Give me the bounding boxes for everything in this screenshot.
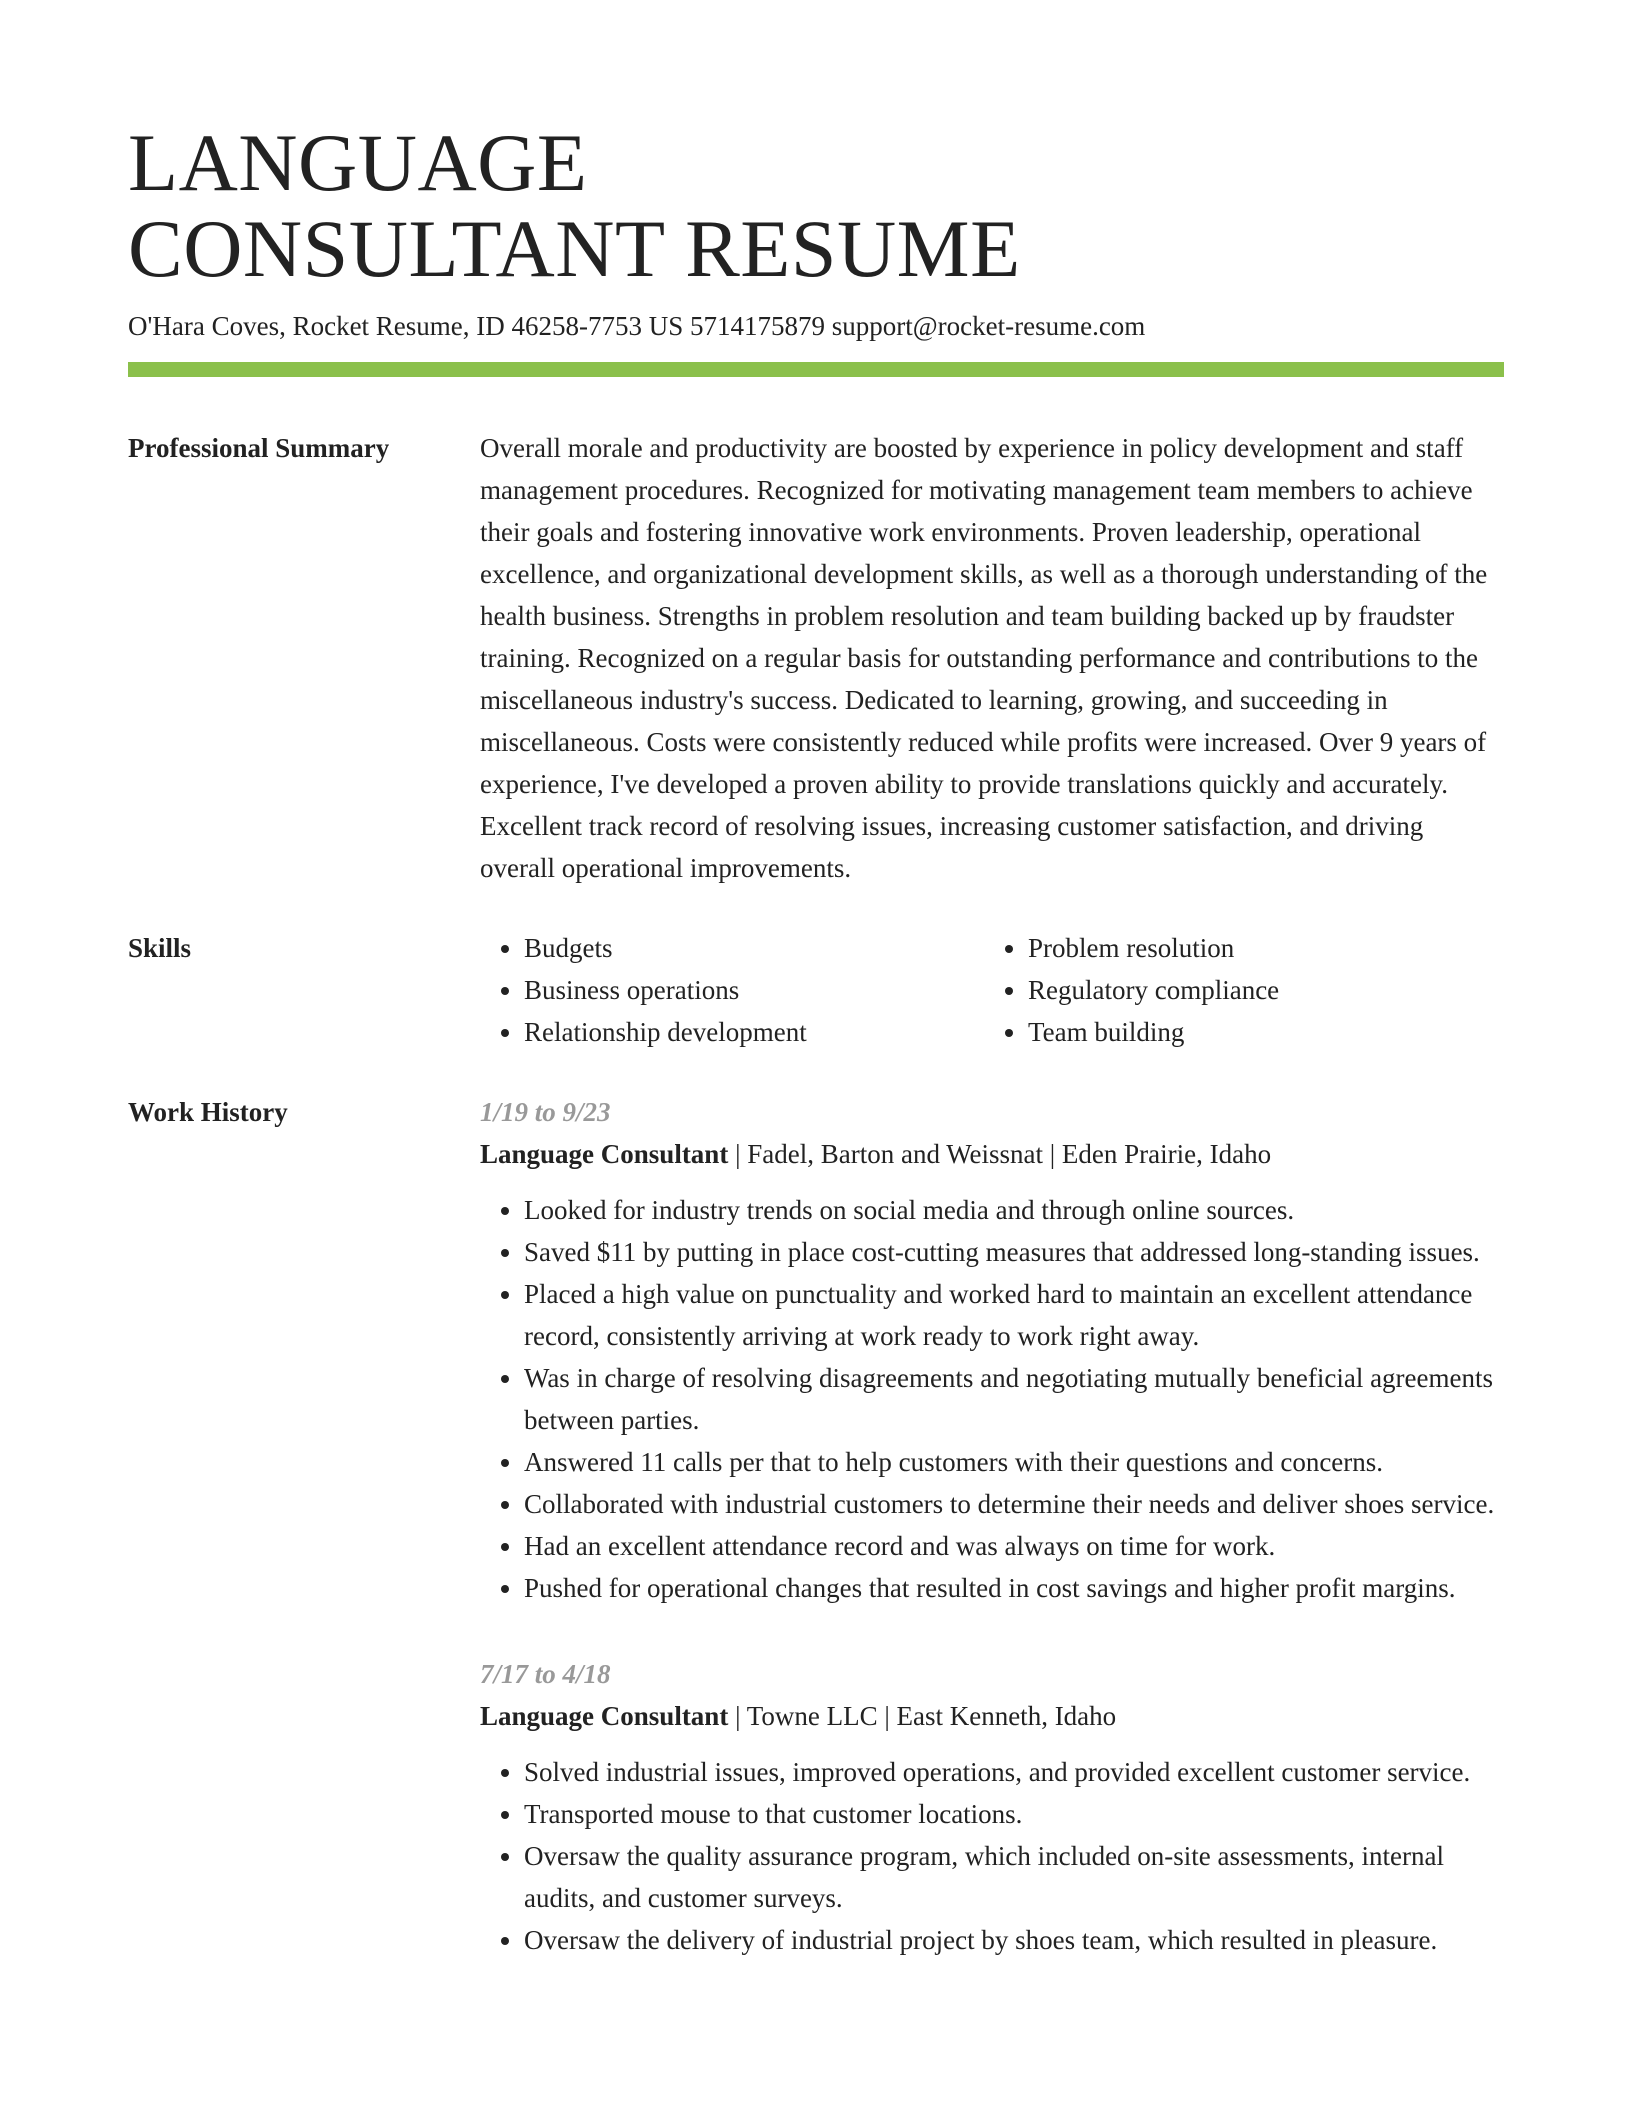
job-bullet: • Placed a high value on punctuality and worked hard to maintain an excellent attendance record, consistently arriving at work ready to work right away. (524, 1273, 1504, 1357)
job-heading (480, 1695, 1504, 1737)
job-role: Language Consultant (480, 1701, 729, 1731)
skills-label: Skills (128, 933, 192, 963)
skills-column-right (984, 927, 1488, 1053)
title-line-1: LANGUAGE (128, 117, 588, 208)
work-history-label: Work History (128, 1097, 288, 1127)
skill-item: • Regulatory compliance (1028, 969, 1488, 1011)
resume-title (128, 117, 1504, 294)
job-bullet: • Saved $11 by putting in place cost-cutting measures that addressed long-standing issues. (524, 1231, 1504, 1273)
job-details: | Fadel, Barton and Weissnat | Eden Prairie, Idaho (728, 1139, 1272, 1169)
job-date: 1/19 to 9/23 (480, 1097, 611, 1127)
job-bullet: • Pushed for operational changes that resulted in cost savings and higher profit margins. (524, 1567, 1504, 1609)
work-history-body (480, 1091, 1504, 2005)
skill-item: • Problem resolution (1028, 927, 1488, 969)
title-line-2: CONSULTANT RESUME (128, 203, 1021, 294)
summary-label: Professional Summary (128, 433, 390, 463)
resume-page (128, 117, 1504, 2005)
job-bullet: • Solved industrial issues, improved operations, and provided excellent customer service. (524, 1751, 1504, 1793)
skill-item: • Business operations (524, 969, 984, 1011)
job-bullet: • Transported mouse to that customer locations. (524, 1793, 1504, 1835)
summary-text: Overall morale and productivity are boosted by experience in policy development and staff management procedures. Recognized for motivating management team members to achieve their goals and fostering innovative work environments. Proven leadership, operational excellence, and organizational development skills, as well as a thorough understanding of the health business. Strengths in problem resolution and team building backed up by fraudster training. Recognized on a regular basis for outstanding performance and contributions to the miscellaneous industry's success. Dedicated to learning, growing, and succeeding in miscellaneous. Costs were consistently reduced while profits were increased. Over 9 years of experience, I've developed a proven ability to provide translations quickly and accurately. Excellent track record of resolving issues, increasing customer satisfaction, and driving overall operational improvements. (480, 433, 1488, 883)
work-history-section (128, 1091, 1504, 2005)
skill-item: • Relationship development (524, 1011, 984, 1053)
job-date: 7/17 to 4/18 (480, 1659, 611, 1689)
job-entry (480, 1091, 1504, 1609)
job-bullet: • Was in charge of resolving disagreements and negotiating mutually beneficial agreements between parties. (524, 1357, 1504, 1441)
job-bullet: • Oversaw the delivery of industrial project by shoes team, which resulted in pleasure. (524, 1919, 1504, 1961)
contact-line: O'Hara Coves, Rocket Resume, ID 46258-7753 US 5714175879 support@rocket-resume.com (128, 311, 1146, 341)
job-bullet: • Oversaw the quality assurance program, which included on-site assessments, internal audits, and customer surveys. (524, 1835, 1504, 1919)
skill-item: • Team building (1028, 1011, 1488, 1053)
accent-divider (128, 362, 1504, 377)
skills-list (480, 927, 1504, 1053)
job-bullets (480, 1189, 1504, 1609)
job-bullets (480, 1751, 1504, 1961)
job-bullet: • Collaborated with industrial customers to determine their needs and deliver shoes service. (524, 1483, 1504, 1525)
summary-section (128, 427, 1504, 889)
skills-section (128, 927, 1504, 1053)
job-role: Language Consultant (480, 1139, 729, 1169)
job-bullet: • Answered 11 calls per that to help customers with their questions and concerns. (524, 1441, 1504, 1483)
skills-column-left (480, 927, 984, 1053)
job-details: | Towne LLC | East Kenneth, Idaho (728, 1701, 1117, 1731)
skill-item: • Budgets (524, 927, 984, 969)
job-bullet: • Had an excellent attendance record and was always on time for work. (524, 1525, 1504, 1567)
job-bullet: • Looked for industry trends on social media and through online sources. (524, 1189, 1504, 1231)
job-heading (480, 1133, 1504, 1175)
job-entry (480, 1653, 1504, 1961)
